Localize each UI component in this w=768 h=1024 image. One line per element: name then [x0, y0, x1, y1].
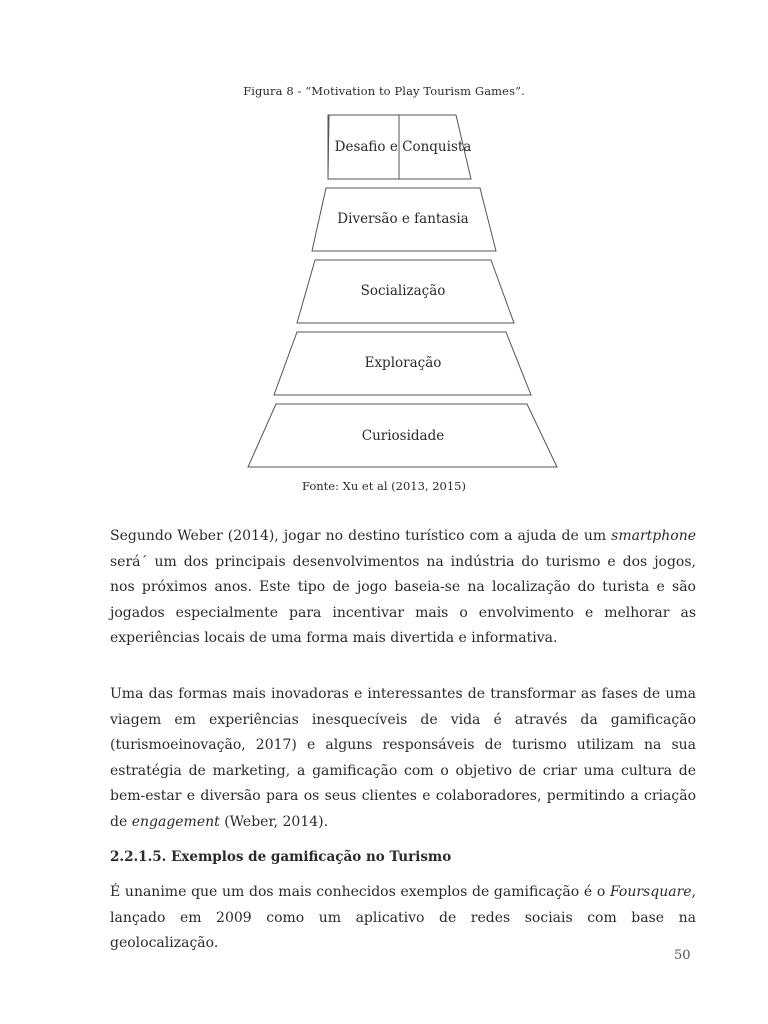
- paragraph-weber-smartphone: [110, 524, 696, 652]
- pyramid-level-5-label: Curiosidade: [361, 428, 445, 444]
- paragraph-3-emphasis: Foursquare: [609, 884, 692, 900]
- paragraph-3-text-b: , lançado em 2009 como um aplicativo de redes sociais com base na geolocalização.: [110, 884, 696, 951]
- paragraph-3-text-a: É unanime que um dos mais conhecidos exemplos de gamificação é o: [110, 884, 610, 900]
- paragraph-2-emphasis: engagement: [131, 813, 220, 830]
- pyramid-level-2-label: Diversão e fantasia: [337, 211, 469, 227]
- section-heading: 2.2.1.5. Exemplos de gamificação no Turismo: [110, 849, 452, 865]
- paragraph-foursquare: [110, 880, 696, 957]
- paragraph-2-text-a: Uma das formas mais inovadoras e interessantes de transformar as fases de uma viagem em experiências inesquecíveis de vida é através da gamificação (turismoeinovação, 2017) e alguns responsáveis de turismo utilizam na sua estratégia de marketing, a gamificação com o objetivo de criar uma cultura de bem-estar e diversão para os seus clientes e colaboradores, permitindo a criação de: [110, 686, 696, 830]
- figure-source: Fonte: Xu et al (2013, 2015): [302, 479, 466, 493]
- paragraph-1-text-b: será´ um dos principais desenvolvimentos na indústria do turismo e dos jogos, nos próximos anos. Este tipo de jogo baseia-se na localização do turista e são jogados especialmente para incentivar mais o envolvimento e melhorar as experiências locais de uma forma mais divertida e informativa.: [110, 553, 696, 646]
- paragraph-1-text-a: Segundo Weber (2014), jogar no destino turístico com a ajuda de um: [110, 528, 612, 544]
- pyramid-level-1-label: Desafio e Conquista: [334, 139, 472, 155]
- figure-caption: Figura 8 - “Motivation to Play Tourism Games”.: [243, 84, 525, 98]
- motivation-pyramid: [240, 112, 570, 476]
- paragraph-gamification-travel: [110, 682, 696, 835]
- page-number: 50: [674, 948, 691, 963]
- pyramid-level-3-label: Socialização: [360, 283, 446, 299]
- paragraph-2-text-b: (Weber, 2014).: [219, 813, 329, 830]
- paragraph-1-emphasis: smartphone: [611, 528, 696, 544]
- pyramid-level-4-label: Exploração: [364, 355, 442, 371]
- pyramid-diagram: [240, 112, 570, 472]
